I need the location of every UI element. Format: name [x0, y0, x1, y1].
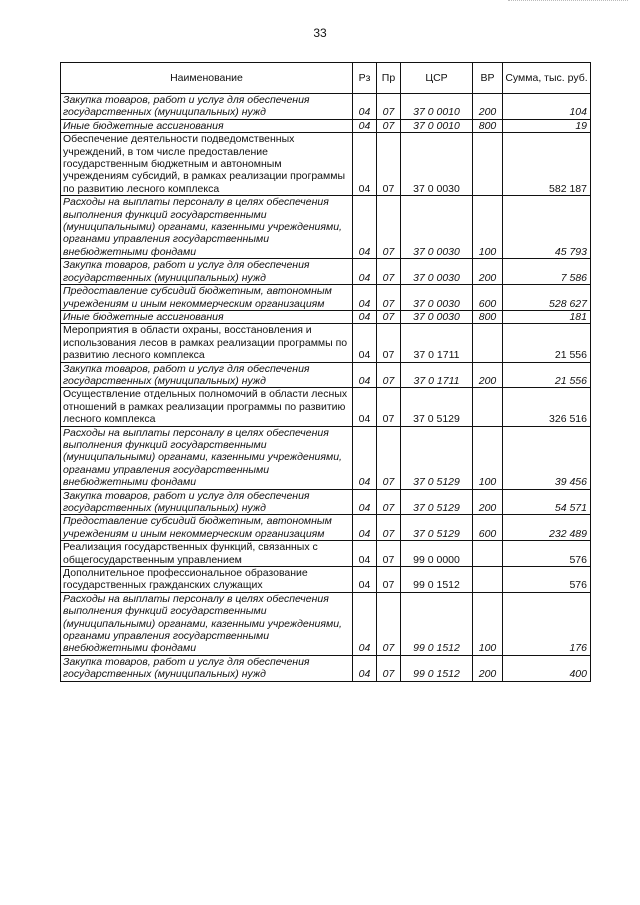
header-pr: Пр	[377, 63, 401, 94]
cell-vr: 100	[473, 196, 503, 259]
cell-vr	[473, 541, 503, 567]
cell-csr: 37 0 0030	[401, 196, 473, 259]
cell-sum: 54 571	[503, 489, 591, 515]
cell-name: Расходы на выплаты персоналу в целях обеспечения выполнения функций государственными (муниципальными) органами, казенными учреждениями, органами управления государственными внебюджетными фондами	[61, 196, 353, 259]
cell-sum: 7 586	[503, 259, 591, 285]
table-row	[61, 94, 591, 120]
cell-rz: 04	[353, 592, 377, 655]
cell-vr: 200	[473, 94, 503, 120]
table-row	[61, 324, 591, 362]
cell-vr: 200	[473, 489, 503, 515]
cell-sum: 326 516	[503, 388, 591, 426]
cell-rz: 04	[353, 285, 377, 311]
cell-sum: 576	[503, 541, 591, 567]
cell-csr: 99 0 1512	[401, 567, 473, 593]
cell-vr	[473, 133, 503, 196]
cell-name: Иные бюджетные ассигнования	[61, 119, 353, 132]
cell-vr: 600	[473, 285, 503, 311]
cell-name: Осуществление отдельных полномочий в области лесных отношений в рамках реализации программы по развитию лесного комплекса	[61, 388, 353, 426]
cell-pr: 07	[377, 567, 401, 593]
cell-csr: 37 0 0030	[401, 133, 473, 196]
cell-name: Закупка товаров, работ и услуг для обеспечения государственных (муниципальных) нужд	[61, 259, 353, 285]
cell-sum: 45 793	[503, 196, 591, 259]
cell-csr: 37 0 5129	[401, 426, 473, 489]
table-row	[61, 119, 591, 132]
cell-pr: 07	[377, 388, 401, 426]
page-number: 33	[313, 26, 327, 40]
cell-pr: 07	[377, 285, 401, 311]
cell-vr	[473, 567, 503, 593]
cell-pr: 07	[377, 655, 401, 681]
cell-pr: 07	[377, 515, 401, 541]
cell-vr	[473, 324, 503, 362]
cell-sum: 104	[503, 94, 591, 120]
cell-sum: 21 556	[503, 324, 591, 362]
cell-pr: 07	[377, 592, 401, 655]
cell-sum: 39 456	[503, 426, 591, 489]
cell-vr: 100	[473, 426, 503, 489]
cell-rz: 04	[353, 196, 377, 259]
table-row	[61, 515, 591, 541]
cell-sum: 176	[503, 592, 591, 655]
cell-rz: 04	[353, 310, 377, 323]
table-row	[61, 567, 591, 593]
table-row	[61, 196, 591, 259]
cell-rz: 04	[353, 362, 377, 388]
cell-rz: 04	[353, 119, 377, 132]
cell-name: Расходы на выплаты персоналу в целях обеспечения выполнения функций государственными (муниципальными) органами, казенными учреждениями, органами управления государственными внебюджетными фондами	[61, 426, 353, 489]
cell-sum: 21 556	[503, 362, 591, 388]
cell-name: Закупка товаров, работ и услуг для обеспечения государственных (муниципальных) нужд	[61, 655, 353, 681]
cell-name: Закупка товаров, работ и услуг для обеспечения государственных (муниципальных) нужд	[61, 94, 353, 120]
header-csr: ЦСР	[401, 63, 473, 94]
cell-csr: 37 0 5129	[401, 388, 473, 426]
cell-rz: 04	[353, 388, 377, 426]
cell-csr: 37 0 5129	[401, 489, 473, 515]
cell-csr: 37 0 0010	[401, 94, 473, 120]
cell-csr: 37 0 1711	[401, 362, 473, 388]
cell-vr: 800	[473, 119, 503, 132]
cell-sum: 19	[503, 119, 591, 132]
cell-rz: 04	[353, 515, 377, 541]
cell-vr: 200	[473, 362, 503, 388]
cell-pr: 07	[377, 310, 401, 323]
cell-name: Предоставление субсидий бюджетным, автономным учреждениям и иным некоммерческим организациям	[61, 285, 353, 311]
cell-name: Закупка товаров, работ и услуг для обеспечения государственных (муниципальных) нужд	[61, 362, 353, 388]
table-row	[61, 362, 591, 388]
table-row	[61, 541, 591, 567]
cell-csr: 37 0 0030	[401, 310, 473, 323]
budget-table	[60, 62, 591, 682]
cell-sum: 400	[503, 655, 591, 681]
cell-rz: 04	[353, 94, 377, 120]
cell-csr: 99 0 0000	[401, 541, 473, 567]
table-row	[61, 592, 591, 655]
cell-rz: 04	[353, 426, 377, 489]
cell-pr: 07	[377, 489, 401, 515]
table-row	[61, 133, 591, 196]
cell-pr: 07	[377, 324, 401, 362]
cell-rz: 04	[353, 567, 377, 593]
cell-rz: 04	[353, 489, 377, 515]
header-rz: Рз	[353, 63, 377, 94]
table-row	[61, 310, 591, 323]
cell-sum: 576	[503, 567, 591, 593]
cell-name: Расходы на выплаты персоналу в целях обеспечения выполнения функций государственными (муниципальными) органами, казенными учреждениями, органами управления государственными внебюджетными фондами	[61, 592, 353, 655]
cell-sum: 528 627	[503, 285, 591, 311]
cell-sum: 582 187	[503, 133, 591, 196]
cell-pr: 07	[377, 94, 401, 120]
cell-csr: 37 0 0010	[401, 119, 473, 132]
cell-pr: 07	[377, 133, 401, 196]
cell-vr: 600	[473, 515, 503, 541]
header-sum: Сумма, тыс. руб.	[503, 63, 591, 94]
cell-pr: 07	[377, 119, 401, 132]
table-row	[61, 426, 591, 489]
cell-name: Обеспечение деятельности подведомственных учреждений, в том числе предоставление государственным бюджетным и автономным учреждениям субсидий, в рамках реализации программы по развитию лесного комплекса	[61, 133, 353, 196]
cell-csr: 37 0 0030	[401, 259, 473, 285]
cell-rz: 04	[353, 133, 377, 196]
cell-sum: 232 489	[503, 515, 591, 541]
table-header-row	[61, 63, 591, 94]
cell-rz: 04	[353, 324, 377, 362]
cell-pr: 07	[377, 362, 401, 388]
cell-pr: 07	[377, 541, 401, 567]
table-body	[61, 94, 591, 682]
cell-csr: 37 0 0030	[401, 285, 473, 311]
table-row	[61, 285, 591, 311]
table-row	[61, 655, 591, 681]
cell-name: Реализация государственных функций, связанных с общегосударственным управлением	[61, 541, 353, 567]
cell-name: Иные бюджетные ассигнования	[61, 310, 353, 323]
cell-vr: 200	[473, 259, 503, 285]
cell-rz: 04	[353, 541, 377, 567]
cell-vr: 100	[473, 592, 503, 655]
cell-csr: 37 0 5129	[401, 515, 473, 541]
cell-rz: 04	[353, 655, 377, 681]
scan-artifact-line	[508, 0, 628, 4]
cell-csr: 99 0 1512	[401, 655, 473, 681]
cell-vr: 200	[473, 655, 503, 681]
cell-name: Закупка товаров, работ и услуг для обеспечения государственных (муниципальных) нужд	[61, 489, 353, 515]
table-row	[61, 388, 591, 426]
cell-name: Предоставление субсидий бюджетным, автономным учреждениям и иным некоммерческим организациям	[61, 515, 353, 541]
header-vr: ВР	[473, 63, 503, 94]
cell-pr: 07	[377, 259, 401, 285]
cell-sum: 181	[503, 310, 591, 323]
table-row	[61, 489, 591, 515]
cell-name: Дополнительное профессиональное образование государственных гражданских служащих	[61, 567, 353, 593]
cell-vr	[473, 388, 503, 426]
cell-csr: 99 0 1512	[401, 592, 473, 655]
cell-name: Мероприятия в области охраны, восстановления и использования лесов в рамках реализации программы по развитию лесного комплекса	[61, 324, 353, 362]
header-name: Наименование	[61, 63, 353, 94]
table-row	[61, 259, 591, 285]
cell-csr: 37 0 1711	[401, 324, 473, 362]
cell-pr: 07	[377, 196, 401, 259]
cell-rz: 04	[353, 259, 377, 285]
cell-vr: 800	[473, 310, 503, 323]
cell-pr: 07	[377, 426, 401, 489]
